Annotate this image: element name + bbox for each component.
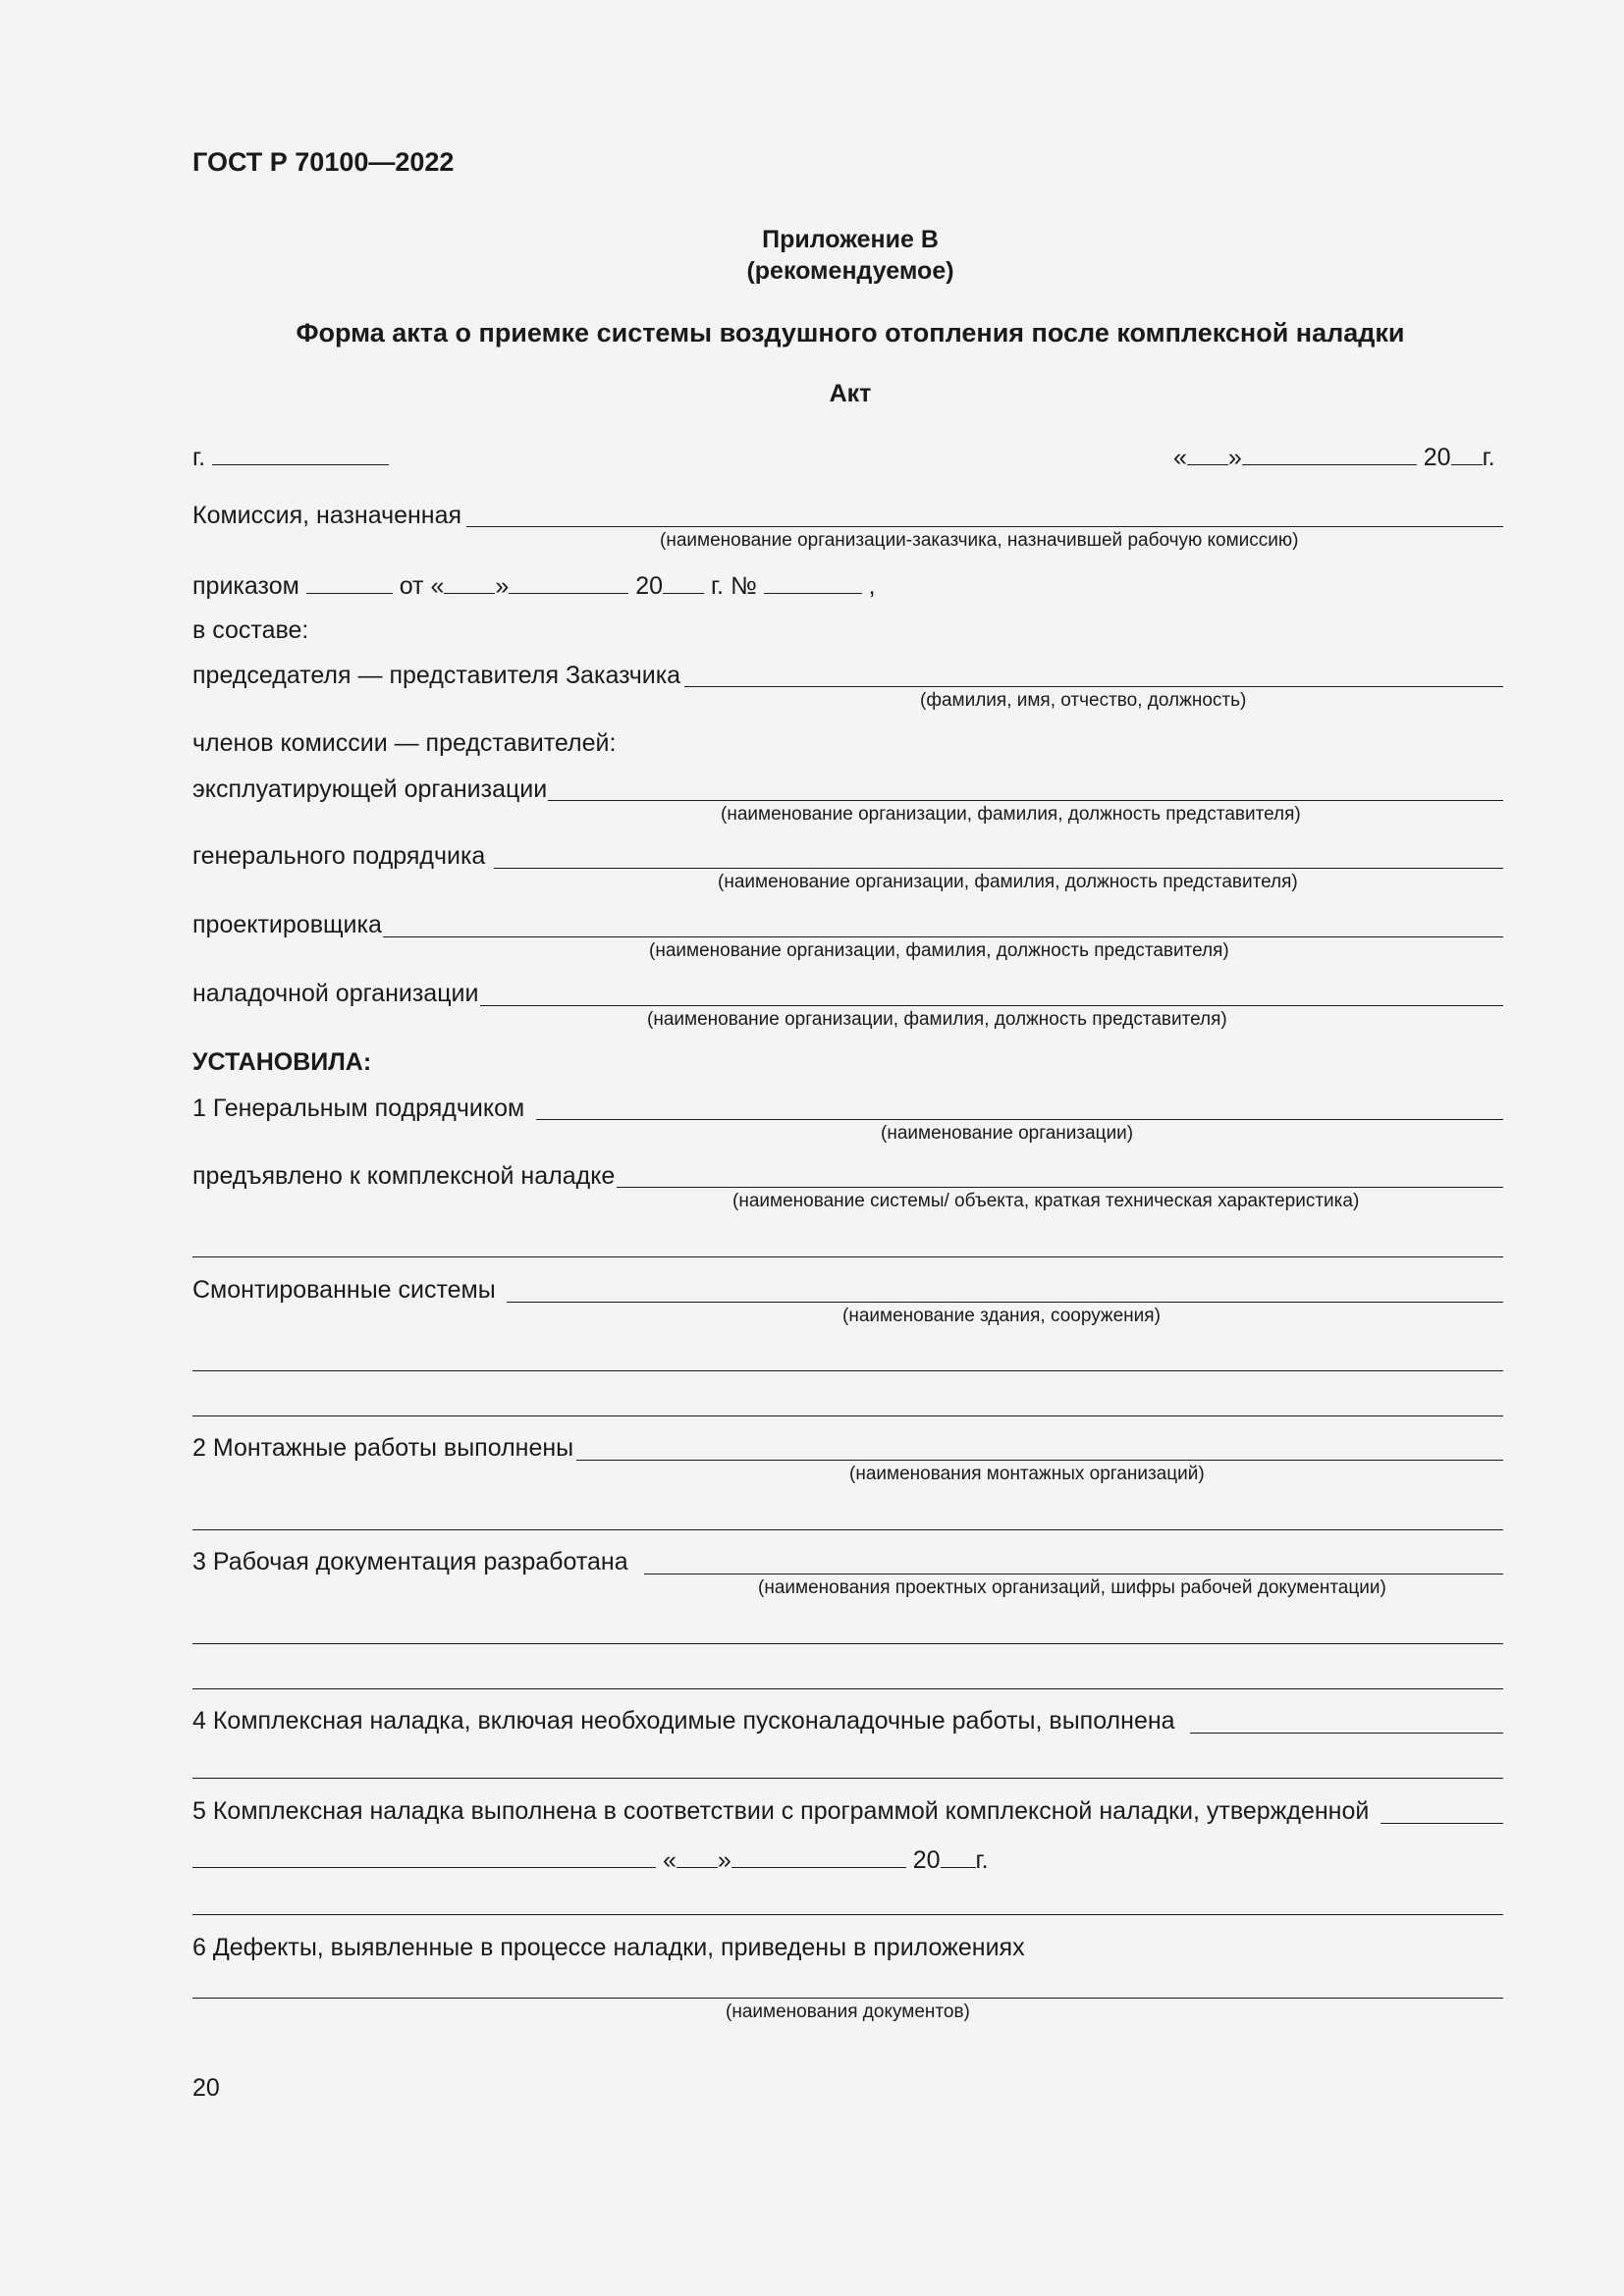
order-quote-close: » [495, 572, 510, 600]
date-quote-open: « [1173, 444, 1187, 471]
commission-caption: (наименование организации-заказчика, назначившей рабочую комиссию) [660, 530, 1299, 551]
page-number: 20 [192, 2074, 220, 2102]
item6-label: 6 Дефекты, выявленные в процессе наладки, приведены в приложениях [192, 1934, 1025, 1961]
date-month-field[interactable] [1242, 441, 1417, 465]
member-contractor-caption: (наименование организации, фамилия, должность представителя) [718, 872, 1298, 892]
order-day-field[interactable] [444, 569, 495, 594]
order-year-suffix: г. № [710, 572, 757, 600]
item2-label: 2 Монтажные работы выполнены [192, 1434, 574, 1462]
mounted-field[interactable] [507, 1302, 1503, 1303]
date-row [1173, 441, 1495, 472]
item2-caption: (наименования монтажных организаций) [849, 1464, 1205, 1484]
chairman-caption: (фамилия, имя, отчество, должность) [920, 690, 1247, 711]
mounted-extra-line-1[interactable] [192, 1370, 1503, 1371]
form-title: Форма акта о приемке системы воздушного отопления после комплексной наладки [296, 318, 1405, 347]
order-label: приказом [192, 572, 299, 600]
date-year-suffix: г. [1482, 444, 1495, 471]
item3-label: 3 Рабочая документация разработана [192, 1548, 628, 1575]
mounted-label: Смонтированные системы [192, 1276, 496, 1304]
presented-extra-line[interactable] [192, 1256, 1503, 1257]
act-title: Акт [829, 380, 872, 407]
member-contractor-field[interactable] [494, 868, 1503, 869]
item1-label: 1 Генеральным подрядчиком [192, 1095, 525, 1122]
chairman-label: председателя — представителя Заказчика [192, 662, 681, 689]
item4-extra-line[interactable] [192, 1778, 1503, 1779]
item2-field[interactable] [576, 1460, 1503, 1461]
item5-day-field[interactable] [677, 1843, 718, 1868]
item4-field[interactable] [1190, 1733, 1503, 1734]
item5-quote-close: » [717, 1846, 731, 1874]
presented-caption: (наименование системы/ объекта, краткая техническая характеристика) [732, 1191, 1360, 1211]
commission-label: Комиссия, назначенная [192, 502, 462, 529]
item2-extra-line[interactable] [192, 1529, 1503, 1530]
city-field[interactable] [212, 441, 389, 465]
item6-field[interactable] [192, 1998, 1503, 1999]
date-day-field[interactable] [1187, 441, 1228, 465]
order-year-field[interactable] [663, 569, 704, 594]
member-commissioning-field[interactable] [480, 1005, 1503, 1006]
document-standard-header: ГОСТ Р 70100—2022 [192, 147, 455, 177]
member-operating-caption: (наименование организации, фамилия, должность представителя) [721, 804, 1301, 825]
order-comma: , [868, 572, 876, 600]
item5-approver-field[interactable] [192, 1843, 656, 1868]
item4-label: 4 Комплексная наладка, включая необходимые пусконаладочные работы, выполнена [192, 1707, 1175, 1735]
order-doc-number-field[interactable] [764, 569, 862, 594]
city-label: г. [192, 444, 206, 471]
item5-year-suffix: г. [975, 1846, 989, 1874]
item5-extra-line[interactable] [192, 1914, 1503, 1915]
item5-quote-open: « [662, 1846, 677, 1874]
city-row [192, 441, 389, 472]
date-year-field[interactable] [1451, 441, 1483, 465]
order-year-prefix: 20 [635, 572, 664, 600]
appendix-title: Приложение В [762, 226, 939, 253]
order-from: от « [399, 572, 445, 600]
item3-field[interactable] [644, 1574, 1503, 1575]
mounted-caption: (наименование здания, сооружения) [842, 1306, 1161, 1326]
member-designer-label: проектировщика [192, 911, 382, 938]
member-operating-field[interactable] [548, 800, 1503, 801]
mounted-extra-line-2[interactable] [192, 1415, 1503, 1416]
item5-year-field[interactable] [941, 1843, 976, 1868]
order-number-field[interactable] [306, 569, 393, 594]
item5-year-prefix: 20 [912, 1846, 941, 1874]
item5-label: 5 Комплексная наладка выполнена в соответствии с программой комплексной наладки, утвержденной [192, 1797, 1370, 1825]
composition-label: в составе: [192, 616, 309, 644]
item3-caption: (наименования проектных организаций, шифры рабочей документации) [758, 1577, 1386, 1598]
item3-extra-line-2[interactable] [192, 1688, 1503, 1689]
established-heading: УСТАНОВИЛА: [192, 1048, 372, 1076]
chairman-field[interactable] [684, 686, 1503, 687]
commission-field[interactable] [466, 526, 1503, 527]
item5-field[interactable] [1380, 1823, 1503, 1824]
item5-date-row [192, 1843, 989, 1875]
member-commissioning-caption: (наименование организации, фамилия, должность представителя) [647, 1009, 1227, 1030]
presented-field[interactable] [617, 1187, 1503, 1188]
member-operating-label: эксплуатирующей организации [192, 775, 548, 803]
item5-month-field[interactable] [731, 1843, 906, 1868]
item1-caption: (наименование организации) [881, 1123, 1134, 1144]
appendix-subtitle: (рекомендуемое) [746, 257, 954, 285]
member-designer-field[interactable] [383, 936, 1503, 937]
presented-label: предъявлено к комплексной наладке [192, 1162, 616, 1190]
members-label: членов комиссии — представителей: [192, 729, 617, 757]
order-row [192, 569, 876, 601]
date-year-prefix: 20 [1423, 444, 1451, 471]
member-contractor-label: генерального подрядчика [192, 842, 486, 870]
member-commissioning-label: наладочной организации [192, 980, 479, 1007]
item1-field[interactable] [536, 1119, 1503, 1120]
order-month-field[interactable] [509, 569, 628, 594]
member-designer-caption: (наименование организации, фамилия, должность представителя) [649, 940, 1229, 961]
item3-extra-line-1[interactable] [192, 1643, 1503, 1644]
item6-caption: (наименования документов) [726, 2002, 970, 2022]
date-quote-close: » [1227, 444, 1242, 471]
